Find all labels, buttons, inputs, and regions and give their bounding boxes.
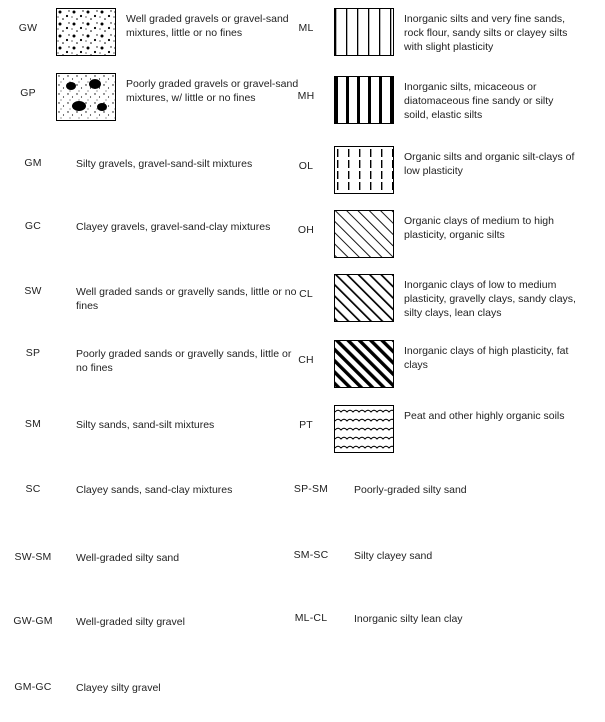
legend-row <box>0 8 302 56</box>
soil-description: Silty clayey sand <box>354 550 433 562</box>
soil-description: Poorly graded gravels or gravel-sand mixtures, w/ little or no fines <box>126 78 299 105</box>
soil-description: Well-graded silty sand <box>76 552 180 564</box>
legend-row <box>0 679 302 695</box>
soil-description: Inorganic silts, micaceous or diatomaceous fine sandy or silty soild, elastic silts <box>404 81 554 122</box>
pattern-swatch-cell <box>334 76 398 124</box>
soil-symbol-code: SC <box>25 483 41 495</box>
legend-row <box>278 8 580 56</box>
soil-symbol-code: SM-SC <box>293 549 329 561</box>
soil-description: Organic silts and organic silt-clays of low plasticity <box>404 151 575 178</box>
legend-row <box>278 76 580 124</box>
hatch-pattern-swatch <box>334 274 394 322</box>
legend-row <box>0 155 302 171</box>
soil-description: Peat and other highly organic soils <box>404 410 565 422</box>
legend-row <box>278 274 580 322</box>
soil-description: Clayey silty gravel <box>76 682 161 694</box>
soil-symbol-code: ML <box>298 22 314 34</box>
pattern-swatch-cell <box>334 405 398 453</box>
legend-row <box>278 405 580 453</box>
legend-row <box>0 73 302 121</box>
legend-row <box>278 547 580 563</box>
soil-symbol-code: GM-GC <box>14 681 52 693</box>
soil-description: Silty sands, sand-silt mixtures <box>76 419 215 431</box>
soil-symbol-code: CH <box>298 354 314 366</box>
hatch-pattern-swatch <box>334 405 394 453</box>
legend-row <box>0 218 302 234</box>
soil-description: Inorganic silts and very fine sands, rock flour, sandy silts or clayey silts with slight plasticity <box>404 13 568 54</box>
legend-row <box>0 345 302 375</box>
soil-symbol-code: SM <box>24 418 42 430</box>
soil-symbol-code: GW-GM <box>13 615 53 627</box>
soil-symbol-code: MH <box>297 90 315 102</box>
legend-row <box>278 210 580 258</box>
legend-row <box>0 481 302 497</box>
hatch-pattern-swatch <box>334 8 394 56</box>
legend-column-right <box>278 0 580 722</box>
soil-symbol-code: CL <box>299 288 313 300</box>
pattern-swatch-cell <box>334 210 398 258</box>
legend-column-left <box>0 0 302 722</box>
legend-row <box>278 481 580 497</box>
soil-description: Well graded sands or gravelly sands, little or no fines <box>76 286 297 313</box>
soil-symbol-code: GM <box>24 157 42 169</box>
soil-description: Inorganic clays of high plasticity, fat clays <box>404 345 569 372</box>
soil-symbol-code: GP <box>20 87 36 99</box>
soil-symbol-code: SW-SM <box>14 551 52 563</box>
soil-description: Silty gravels, gravel-sand-silt mixtures <box>76 158 253 170</box>
soil-symbol-code: SW <box>24 285 42 297</box>
legend-row <box>0 613 302 629</box>
hatch-pattern-swatch <box>334 76 394 124</box>
pattern-swatch-cell <box>56 8 120 56</box>
legend-row <box>278 340 580 388</box>
soil-symbol-code: PT <box>299 419 313 431</box>
soil-description: Clayey sands, sand-clay mixtures <box>76 484 233 496</box>
pattern-swatch-cell <box>56 73 120 121</box>
soil-symbol-code: ML-CL <box>294 612 328 624</box>
legend-row <box>0 283 302 313</box>
pattern-swatch-cell <box>334 274 398 322</box>
soil-symbol-code: OL <box>298 160 314 172</box>
hatch-pattern-swatch <box>334 210 394 258</box>
pattern-swatch-cell <box>334 8 398 56</box>
hatch-pattern-swatch <box>56 8 116 56</box>
pattern-swatch-cell <box>334 146 398 194</box>
soil-description: Well-graded silty gravel <box>76 616 185 628</box>
legend-row <box>0 416 302 432</box>
legend-row <box>278 146 580 194</box>
soil-description: Poorly-graded silty sand <box>354 484 467 496</box>
soil-symbol-code: GC <box>24 220 42 232</box>
legend-row <box>278 610 580 626</box>
soil-description: Well graded gravels or gravel-sand mixtures, little or no fines <box>126 13 289 40</box>
hatch-pattern-swatch <box>334 146 394 194</box>
soil-description: Inorganic clays of low to medium plasticity, gravelly clays, sandy clays, silty clays, lean clays <box>404 279 576 320</box>
soil-description: Poorly graded sands or gravelly sands, little or no fines <box>76 348 292 375</box>
soil-description: Clayey gravels, gravel-sand-clay mixtures <box>76 221 271 233</box>
hatch-pattern-swatch <box>56 73 116 121</box>
soil-symbol-code: GW <box>18 22 38 34</box>
soil-description: Inorganic silty lean clay <box>354 613 463 625</box>
soil-symbol-code: SP <box>25 347 41 359</box>
soil-description: Organic clays of medium to high plasticity, organic silts <box>404 215 554 242</box>
soil-symbol-code: SP-SM <box>293 483 329 495</box>
pattern-swatch-cell <box>334 340 398 388</box>
soil-symbol-code: OH <box>297 224 315 236</box>
legend-row <box>0 549 302 565</box>
hatch-pattern-swatch <box>334 340 394 388</box>
